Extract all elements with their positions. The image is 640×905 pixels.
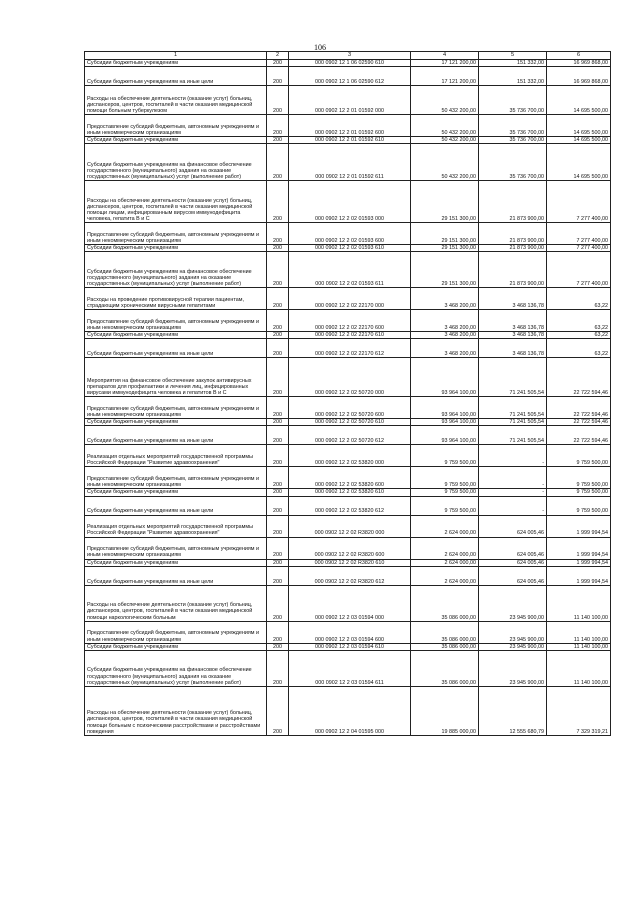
row-budget-code-cell: 000 0902 12 2 02 01593 600 xyxy=(289,223,411,245)
row-line-code-cell: 200 xyxy=(267,86,289,115)
row-line-code-cell: 200 xyxy=(267,585,289,621)
row-name-cell: Субсидии бюджетным учреждениям на иные цели xyxy=(85,339,267,358)
row-budget-code-cell: 000 0902 12 2 02 R3820 612 xyxy=(289,566,411,585)
row-remaining-cell: 22 722 594,46 xyxy=(547,419,611,426)
row-approved-cell: 29 151 300,00 xyxy=(411,181,479,223)
row-executed-cell: 23 945 900,00 xyxy=(479,650,547,686)
row-approved-cell: 93 964 100,00 xyxy=(411,419,479,426)
row-approved-cell: 9 759 500,00 xyxy=(411,489,479,496)
row-name-cell: Субсидии бюджетным учреждениям xyxy=(85,60,267,67)
row-executed-cell: 71 241 505,54 xyxy=(479,397,547,419)
row-executed-cell: 21 873 900,00 xyxy=(479,245,547,252)
row-remaining-cell: 1 999 994,54 xyxy=(547,515,611,537)
table-row xyxy=(85,223,611,245)
row-budget-code-cell: 000 0902 12 2 02 53820 000 xyxy=(289,445,411,467)
row-executed-cell: 35 736 700,00 xyxy=(479,115,547,137)
row-approved-cell: 2 624 000,00 xyxy=(411,566,479,585)
row-budget-code-cell: 000 0902 12 2 02 53820 612 xyxy=(289,496,411,515)
row-remaining-cell: 7 277 400,00 xyxy=(547,223,611,245)
row-budget-code-cell: 000 0902 12 2 02 01593 611 xyxy=(289,252,411,288)
row-name-cell: Предоставление субсидий бюджетным, автономным учреждениям и иным некоммерческим организациям xyxy=(85,223,267,245)
row-name-cell: Предоставление субсидий бюджетным, автономным учреждениям и иным некоммерческим организациям xyxy=(85,621,267,643)
row-budget-code-cell: 000 0902 12 2 03 01594 610 xyxy=(289,643,411,650)
row-remaining-cell: 7 329 319,21 xyxy=(547,686,611,735)
row-name-cell: Расходы на обеспечение деятельности (оказание услуг) больниц, диспансеров, центров, госпиталей в части оказания медицинской помощи больным с психическими расстройствами и расстройствами поведения xyxy=(85,686,267,735)
row-approved-cell: 3 468 200,00 xyxy=(411,288,479,310)
row-line-code-cell: 200 xyxy=(267,559,289,566)
row-executed-cell: 624 005,46 xyxy=(479,515,547,537)
row-approved-cell: 35 086 000,00 xyxy=(411,621,479,643)
row-budget-code-cell: 000 0902 12 2 02 01593 000 xyxy=(289,181,411,223)
row-budget-code-cell: 000 0902 12 2 02 22170 600 xyxy=(289,310,411,332)
row-line-code-cell: 200 xyxy=(267,426,289,445)
row-remaining-cell: 11 140 100,00 xyxy=(547,621,611,643)
table-row xyxy=(85,445,611,467)
row-name-cell: Субсидии бюджетным учреждениям на финансовое обеспечение государственного (муниципального) задания на оказание государственных (муниципальных) услуг (выполнение работ) xyxy=(85,144,267,181)
row-line-code-cell: 200 xyxy=(267,310,289,332)
row-approved-cell: 2 624 000,00 xyxy=(411,537,479,559)
row-approved-cell: 9 759 500,00 xyxy=(411,496,479,515)
table-row xyxy=(85,245,611,252)
table-row xyxy=(85,397,611,419)
table-row xyxy=(85,559,611,566)
row-line-code-cell: 200 xyxy=(267,144,289,181)
table-row xyxy=(85,181,611,223)
table-row xyxy=(85,358,611,397)
row-line-code-cell: 200 xyxy=(267,537,289,559)
row-executed-cell: 71 241 505,54 xyxy=(479,419,547,426)
row-line-code-cell: 200 xyxy=(267,515,289,537)
row-line-code-cell: 200 xyxy=(267,650,289,686)
table-row xyxy=(85,650,611,686)
row-line-code-cell: 200 xyxy=(267,137,289,144)
table-row xyxy=(85,585,611,621)
row-name-cell: Субсидии бюджетным учреждениям xyxy=(85,643,267,650)
table-row xyxy=(85,115,611,137)
row-executed-cell: 12 555 680,79 xyxy=(479,686,547,735)
row-name-cell: Расходы на проведение противовирусной терапии пациентам, страдающим хроническими вирусными гепатитами xyxy=(85,288,267,310)
row-executed-cell: - xyxy=(479,445,547,467)
table-row xyxy=(85,686,611,735)
row-name-cell: Субсидии бюджетным учреждениям xyxy=(85,419,267,426)
row-line-code-cell: 200 xyxy=(267,245,289,252)
row-line-code-cell: 200 xyxy=(267,252,289,288)
budget-table xyxy=(84,51,611,736)
row-line-code-cell: 200 xyxy=(267,566,289,585)
row-executed-cell: 23 945 900,00 xyxy=(479,585,547,621)
row-budget-code-cell: 000 0902 12 2 02 R3820 600 xyxy=(289,537,411,559)
row-line-code-cell: 200 xyxy=(267,419,289,426)
row-executed-cell: 151 332,00 xyxy=(479,60,547,67)
row-budget-code-cell: 000 0902 12 2 04 01595 000 xyxy=(289,686,411,735)
column-header: 4 xyxy=(411,52,479,60)
row-approved-cell: 29 151 300,00 xyxy=(411,245,479,252)
row-executed-cell: 71 241 505,54 xyxy=(479,358,547,397)
row-remaining-cell: 16 969 868,00 xyxy=(547,67,611,86)
column-number-row xyxy=(85,52,611,60)
row-budget-code-cell: 000 0902 12 2 03 01594 600 xyxy=(289,621,411,643)
row-executed-cell: - xyxy=(479,496,547,515)
row-name-cell: Субсидии бюджетным учреждениям xyxy=(85,245,267,252)
row-remaining-cell: 63,22 xyxy=(547,332,611,339)
row-approved-cell: 29 151 300,00 xyxy=(411,223,479,245)
row-executed-cell: 624 005,46 xyxy=(479,537,547,559)
row-remaining-cell: 7 277 400,00 xyxy=(547,181,611,223)
row-remaining-cell: 22 722 594,46 xyxy=(547,426,611,445)
row-budget-code-cell: 000 0902 12 2 02 50720 600 xyxy=(289,397,411,419)
row-name-cell: Реализация отдельных мероприятий государственной программы Российской Федерации "Развитие здравоохранения" xyxy=(85,445,267,467)
row-remaining-cell: 22 722 594,46 xyxy=(547,358,611,397)
row-budget-code-cell: 000 0902 12 1 06 02590 610 xyxy=(289,60,411,67)
row-name-cell: Субсидии бюджетным учреждениям на иные цели xyxy=(85,566,267,585)
row-executed-cell: 3 468 136,78 xyxy=(479,288,547,310)
row-approved-cell: 35 086 000,00 xyxy=(411,585,479,621)
table-row xyxy=(85,252,611,288)
table-row xyxy=(85,496,611,515)
row-executed-cell: 21 873 900,00 xyxy=(479,181,547,223)
table-row xyxy=(85,419,611,426)
page-number: 106 xyxy=(314,43,326,52)
row-remaining-cell: 14 695 500,00 xyxy=(547,144,611,181)
row-approved-cell: 50 432 200,00 xyxy=(411,115,479,137)
row-approved-cell: 50 432 200,00 xyxy=(411,86,479,115)
row-line-code-cell: 200 xyxy=(267,621,289,643)
row-approved-cell: 93 964 100,00 xyxy=(411,426,479,445)
row-approved-cell: 93 964 100,00 xyxy=(411,358,479,397)
row-executed-cell: - xyxy=(479,467,547,489)
row-remaining-cell: 7 277 400,00 xyxy=(547,252,611,288)
table-row xyxy=(85,621,611,643)
row-line-code-cell: 200 xyxy=(267,445,289,467)
row-line-code-cell: 200 xyxy=(267,332,289,339)
row-approved-cell: 3 468 200,00 xyxy=(411,310,479,332)
row-budget-code-cell: 000 0902 12 2 01 01592 610 xyxy=(289,137,411,144)
row-remaining-cell: 1 999 994,54 xyxy=(547,537,611,559)
row-name-cell: Субсидии бюджетным учреждениям на финансовое обеспечение государственного (муниципального) задания на оказание государственных (муниципальных) услуг (выполнение работ) xyxy=(85,650,267,686)
row-remaining-cell: 7 277 400,00 xyxy=(547,245,611,252)
row-line-code-cell: 200 xyxy=(267,489,289,496)
table-row xyxy=(85,67,611,86)
row-approved-cell: 2 624 000,00 xyxy=(411,559,479,566)
row-approved-cell: 17 121 200,00 xyxy=(411,67,479,86)
row-remaining-cell: 1 999 994,54 xyxy=(547,566,611,585)
row-budget-code-cell: 000 0902 12 2 02 22170 612 xyxy=(289,339,411,358)
row-executed-cell: - xyxy=(479,489,547,496)
table-row xyxy=(85,288,611,310)
row-budget-code-cell: 000 0902 12 2 02 01593 610 xyxy=(289,245,411,252)
row-approved-cell: 3 468 200,00 xyxy=(411,339,479,358)
row-remaining-cell: 9 759 500,00 xyxy=(547,467,611,489)
row-remaining-cell: 63,22 xyxy=(547,339,611,358)
column-header: 3 xyxy=(289,52,411,60)
row-executed-cell: 624 005,46 xyxy=(479,566,547,585)
row-executed-cell: 151 332,00 xyxy=(479,67,547,86)
row-remaining-cell: 11 140 100,00 xyxy=(547,585,611,621)
row-budget-code-cell: 000 0902 12 2 02 53820 610 xyxy=(289,489,411,496)
row-budget-code-cell: 000 0902 12 2 02 50720 612 xyxy=(289,426,411,445)
row-name-cell: Субсидии бюджетным учреждениям на иные цели xyxy=(85,496,267,515)
row-executed-cell: 35 736 700,00 xyxy=(479,86,547,115)
row-executed-cell: 23 945 900,00 xyxy=(479,643,547,650)
table-row xyxy=(85,643,611,650)
column-header: 6 xyxy=(547,52,611,60)
row-line-code-cell: 200 xyxy=(267,223,289,245)
row-executed-cell: 35 736 700,00 xyxy=(479,137,547,144)
row-name-cell: Субсидии бюджетным учреждениям на иные цели xyxy=(85,426,267,445)
table-row xyxy=(85,310,611,332)
row-line-code-cell: 200 xyxy=(267,339,289,358)
row-line-code-cell: 200 xyxy=(267,60,289,67)
row-budget-code-cell: 000 0902 12 2 03 01594 611 xyxy=(289,650,411,686)
row-remaining-cell: 11 140 100,00 xyxy=(547,643,611,650)
row-name-cell: Субсидии бюджетным учреждениям xyxy=(85,137,267,144)
row-remaining-cell: 9 759 500,00 xyxy=(547,496,611,515)
table-row xyxy=(85,489,611,496)
row-executed-cell: 23 945 900,00 xyxy=(479,621,547,643)
row-line-code-cell: 200 xyxy=(267,686,289,735)
row-executed-cell: 21 873 900,00 xyxy=(479,223,547,245)
table-row xyxy=(85,467,611,489)
table-row xyxy=(85,515,611,537)
row-name-cell: Предоставление субсидий бюджетным, автономным учреждениям и иным некоммерческим организациям xyxy=(85,310,267,332)
row-remaining-cell: 1 999 994,54 xyxy=(547,559,611,566)
row-name-cell: Субсидии бюджетным учреждениям на финансовое обеспечение государственного (муниципального) задания на оказание государственных (муниципальных) услуг (выполнение работ) xyxy=(85,252,267,288)
row-remaining-cell: 14 695 500,00 xyxy=(547,115,611,137)
row-approved-cell: 9 759 500,00 xyxy=(411,445,479,467)
row-budget-code-cell: 000 0902 12 1 06 02590 612 xyxy=(289,67,411,86)
row-name-cell: Предоставление субсидий бюджетным, автономным учреждениям и иным некоммерческим организациям xyxy=(85,397,267,419)
row-executed-cell: 3 468 136,78 xyxy=(479,339,547,358)
row-approved-cell: 29 151 300,00 xyxy=(411,252,479,288)
row-budget-code-cell: 000 0902 12 2 02 22170 000 xyxy=(289,288,411,310)
row-name-cell: Предоставление субсидий бюджетным, автономным учреждениям и иным некоммерческим организациям xyxy=(85,467,267,489)
table-row xyxy=(85,339,611,358)
row-budget-code-cell: 000 0902 12 2 01 01592 611 xyxy=(289,144,411,181)
column-header: 2 xyxy=(267,52,289,60)
row-remaining-cell: 9 759 500,00 xyxy=(547,445,611,467)
row-budget-code-cell: 000 0902 12 2 01 01592 000 xyxy=(289,86,411,115)
row-budget-code-cell: 000 0902 12 2 02 50720 610 xyxy=(289,419,411,426)
row-remaining-cell: 63,22 xyxy=(547,310,611,332)
column-header: 5 xyxy=(479,52,547,60)
table-row xyxy=(85,426,611,445)
row-name-cell: Субсидии бюджетным учреждениям xyxy=(85,332,267,339)
row-line-code-cell: 200 xyxy=(267,67,289,86)
row-line-code-cell: 200 xyxy=(267,467,289,489)
row-line-code-cell: 200 xyxy=(267,288,289,310)
row-executed-cell: 624 005,46 xyxy=(479,559,547,566)
row-remaining-cell: 14 695 500,00 xyxy=(547,86,611,115)
row-name-cell: Мероприятия на финансовое обеспечение закупок антивирусных препаратов для профилактики и лечения лиц, инфицированных вирусами иммунодефицита человека и гепатитов В и С xyxy=(85,358,267,397)
row-name-cell: Расходы на обеспечение деятельности (оказание услуг) больниц, диспансеров, центров, госпиталей в части оказания медицинской помощи наркологическим больным xyxy=(85,585,267,621)
row-executed-cell: 71 241 505,54 xyxy=(479,426,547,445)
row-budget-code-cell: 000 0902 12 2 02 R3820 000 xyxy=(289,515,411,537)
table-row xyxy=(85,144,611,181)
row-approved-cell: 50 432 200,00 xyxy=(411,144,479,181)
row-approved-cell: 35 086 000,00 xyxy=(411,643,479,650)
row-line-code-cell: 200 xyxy=(267,115,289,137)
row-approved-cell: 17 121 200,00 xyxy=(411,60,479,67)
row-name-cell: Субсидии бюджетным учреждениям xyxy=(85,559,267,566)
row-approved-cell: 2 624 000,00 xyxy=(411,515,479,537)
row-line-code-cell: 200 xyxy=(267,397,289,419)
row-name-cell: Реализация отдельных мероприятий государственной программы Российской Федерации "Развитие здравоохранения" xyxy=(85,515,267,537)
row-approved-cell: 19 885 000,00 xyxy=(411,686,479,735)
table-row xyxy=(85,332,611,339)
row-approved-cell: 50 432 200,00 xyxy=(411,137,479,144)
table-row xyxy=(85,137,611,144)
row-executed-cell: 3 468 136,78 xyxy=(479,310,547,332)
row-budget-code-cell: 000 0902 12 2 02 22170 610 xyxy=(289,332,411,339)
row-executed-cell: 3 468 136,78 xyxy=(479,332,547,339)
row-budget-code-cell: 000 0902 12 2 02 R3820 610 xyxy=(289,559,411,566)
row-remaining-cell: 11 140 100,00 xyxy=(547,650,611,686)
row-budget-code-cell: 000 0902 12 2 02 53820 600 xyxy=(289,467,411,489)
row-name-cell: Предоставление субсидий бюджетным, автономным учреждениям и иным некоммерческим организациям xyxy=(85,537,267,559)
row-remaining-cell: 14 695 500,00 xyxy=(547,137,611,144)
table-row xyxy=(85,537,611,559)
row-executed-cell: 35 736 700,00 xyxy=(479,144,547,181)
row-line-code-cell: 200 xyxy=(267,181,289,223)
row-approved-cell: 93 964 100,00 xyxy=(411,397,479,419)
row-name-cell: Предоставление субсидий бюджетным, автономным учреждениям и иным некоммерческим организациям xyxy=(85,115,267,137)
row-name-cell: Субсидии бюджетным учреждениям на иные цели xyxy=(85,67,267,86)
row-approved-cell: 3 468 200,00 xyxy=(411,332,479,339)
table-row xyxy=(85,566,611,585)
row-budget-code-cell: 000 0902 12 2 02 50720 000 xyxy=(289,358,411,397)
row-approved-cell: 35 086 000,00 xyxy=(411,650,479,686)
row-line-code-cell: 200 xyxy=(267,496,289,515)
row-remaining-cell: 63,22 xyxy=(547,288,611,310)
table-row xyxy=(85,86,611,115)
row-budget-code-cell: 000 0902 12 2 01 01592 600 xyxy=(289,115,411,137)
table-row xyxy=(85,60,611,67)
row-name-cell: Субсидии бюджетным учреждениям xyxy=(85,489,267,496)
row-approved-cell: 9 759 500,00 xyxy=(411,467,479,489)
row-remaining-cell: 9 759 500,00 xyxy=(547,489,611,496)
row-remaining-cell: 16 969 868,00 xyxy=(547,60,611,67)
column-header: 1 xyxy=(85,52,267,60)
row-remaining-cell: 22 722 594,46 xyxy=(547,397,611,419)
row-budget-code-cell: 000 0902 12 2 03 01594 000 xyxy=(289,585,411,621)
row-line-code-cell: 200 xyxy=(267,643,289,650)
row-line-code-cell: 200 xyxy=(267,358,289,397)
row-executed-cell: 21 873 900,00 xyxy=(479,252,547,288)
row-name-cell: Расходы на обеспечение деятельности (оказание услуг) больниц, диспансеров, центров, госпиталей в части оказания медицинской помощи лицам, инфицированным вирусом иммунодефицита человека, гепатита В и С xyxy=(85,181,267,223)
row-name-cell: Расходы на обеспечение деятельности (оказание услуг) больниц, диспансеров, центров, госпиталей в части оказания медицинской помощи больным туберкулезом xyxy=(85,86,267,115)
